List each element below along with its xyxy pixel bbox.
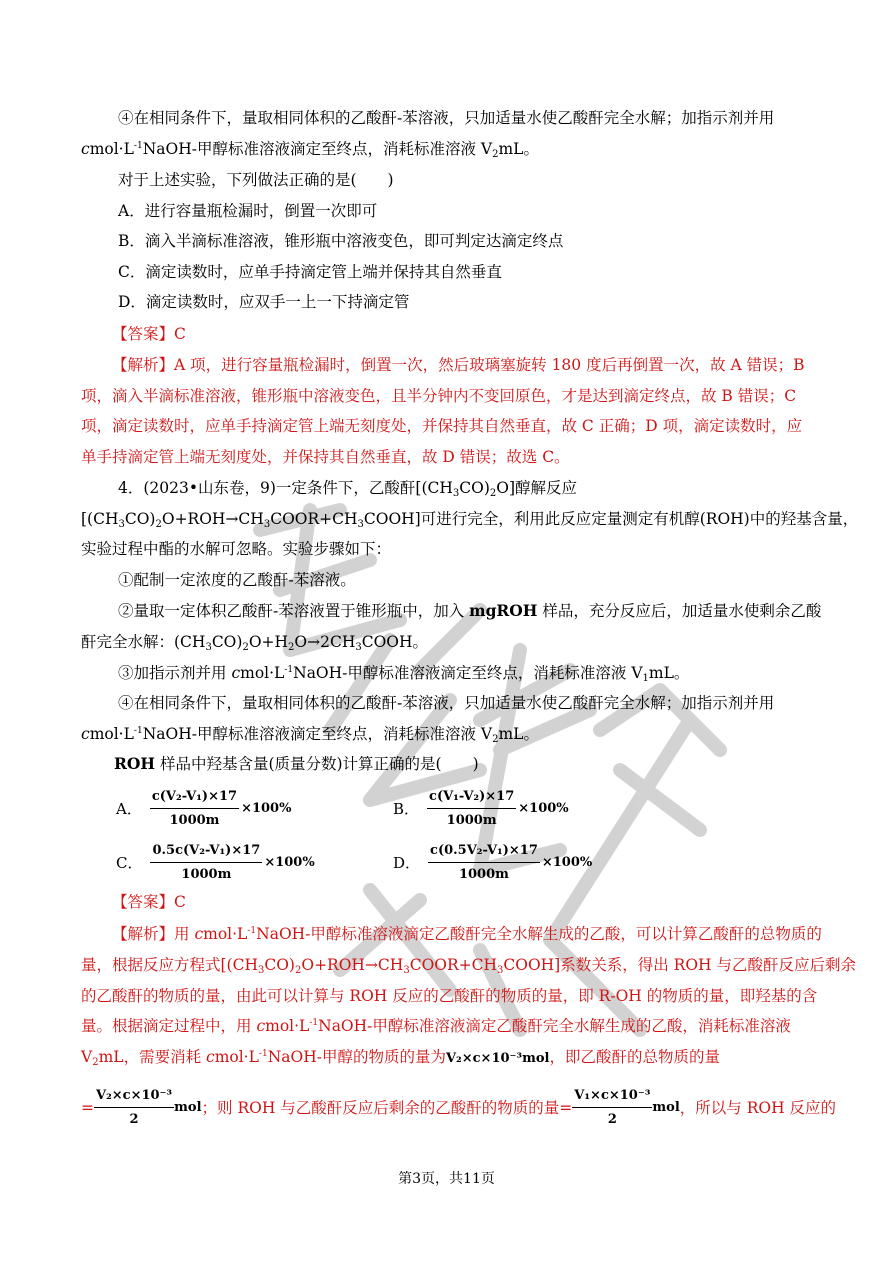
superscript: -1	[133, 141, 143, 151]
formula-part: COOR+CH	[270, 510, 358, 528]
analysis-text: 量，根据反应方程式[(CH	[81, 956, 258, 974]
numerator: c(0.5V₂-V₁)×17	[428, 841, 540, 863]
formula-part: O→2CH	[294, 633, 356, 651]
q4-step2-line1	[118, 601, 821, 621]
mol-unit: mol	[174, 1100, 202, 1115]
numerator: c(V₂-V₁)×17	[150, 787, 239, 809]
formula-part: O]醇解反应	[496, 479, 578, 497]
analysis-text: 量。根据滴定过程中，用	[81, 1017, 257, 1035]
subscript: 2	[155, 519, 162, 530]
formula-part: O+ROH→CH	[161, 510, 264, 528]
q3-step4-line1: ④在相同条件下，量取相同体积的乙酸酐-苯溶液，只加适量水使乙酸酐完全水解；加指示剂并用	[118, 109, 775, 127]
denominator: 1000m	[169, 813, 220, 828]
q4-option-c	[116, 841, 315, 885]
answer-label: 【答案】	[112, 325, 175, 343]
superscript: -1	[133, 726, 143, 736]
fraction	[94, 1086, 174, 1130]
moles-expression: V₂×c×10⁻³mol	[445, 1051, 550, 1066]
mol-unit: mol	[652, 1100, 680, 1115]
fraction	[427, 787, 516, 831]
formula-part: CO)	[459, 479, 490, 497]
q4-analysis-line1	[112, 924, 822, 944]
analysis-text: ，所以与 ROH 反应的	[679, 1099, 837, 1117]
superscript: -1	[258, 1049, 268, 1059]
fraction	[150, 841, 262, 885]
roh-bold: ROH	[114, 754, 156, 773]
numerator: 0.5c(V₂-V₁)×17	[150, 841, 262, 863]
q4-analysis-line5	[81, 1047, 720, 1069]
subscript: 3	[452, 488, 460, 499]
unit-text: mol·L	[89, 725, 134, 743]
q3-analysis-line2: 项，滴入半滴标准溶液，锥形瓶中溶液变色，且半分钟内不变回原色，才是达到滴定终点，故 B 错误；C	[81, 387, 797, 405]
formula-part: COOH]可进行完全，利用此反应定量测定有机醇(ROH)中的羟基含量，	[363, 510, 859, 528]
numerator: V₂×c×10⁻³	[94, 1086, 174, 1108]
formula-part: COOR+CH	[409, 956, 498, 974]
stem-text: 样品中羟基含量(质量分数)计算正确的是( )	[155, 755, 479, 773]
formula-part: CO)	[211, 633, 243, 651]
q3-stem: 对于上述实验，下列做法正确的是( )	[118, 171, 394, 189]
unit-text: mol·L	[89, 140, 134, 158]
percent: ×100%	[518, 801, 569, 816]
formula-part: CO)	[264, 956, 295, 974]
q4-stem	[114, 754, 479, 774]
analysis-text: mL，需要消耗	[98, 1048, 206, 1066]
superscript: -1	[247, 926, 257, 936]
q3-option-b: B．滴入半滴标准溶液，锥形瓶中溶液变色，即可判定达滴定终点	[118, 232, 564, 250]
formula-part: O+ROH→CH	[301, 956, 404, 974]
subscript: 2	[288, 642, 295, 653]
percent: ×100%	[264, 855, 315, 870]
subscript: 3	[497, 965, 504, 976]
sample-mass: mgROH	[469, 601, 538, 620]
option-label: D．	[393, 854, 421, 872]
analysis-text: 用	[174, 925, 195, 943]
answer-label: 【答案】	[112, 893, 175, 911]
q4-analysis-line3: 的乙酸酐的物质的量，由此可以计算与 ROH 反应的乙酸酐的物质的量，即 R-OH 的物质的量，即羟基的含	[81, 987, 818, 1005]
conc-c: c	[194, 925, 204, 943]
numerator: c(V₁-V₂)×17	[427, 787, 516, 809]
analysis-text: NaOH-甲醇的物质的量为	[267, 1048, 446, 1066]
answer-value: C	[174, 893, 186, 911]
step-text: ②量取一定体积乙酸酐-苯溶液置于锥形瓶中，加入	[118, 602, 470, 620]
denominator: 2	[607, 1112, 617, 1127]
conc-c: c	[206, 1048, 215, 1066]
fraction	[428, 841, 540, 885]
subscript: 1	[642, 673, 649, 684]
q4-step3	[118, 663, 689, 683]
step-end: mL。	[498, 140, 539, 158]
q3-option-c: C．滴定读数时，应单手持滴定管上端并保持其自然垂直	[118, 263, 502, 281]
subscript: 3	[257, 965, 265, 976]
q4-title	[118, 478, 577, 498]
fraction	[572, 1086, 652, 1130]
page-footer: 第3页，共11页	[398, 1171, 495, 1187]
conc-c: c	[81, 140, 90, 158]
q3-answer	[112, 324, 186, 344]
unit-text: mol·L	[203, 925, 248, 943]
q4-analysis-line4	[81, 1016, 791, 1036]
analysis-text: NaOH-甲醇标准溶液滴定乙酸酐完全水解生成的乙酸，消耗标准溶液	[318, 1017, 791, 1035]
analysis-text: COOH]系数关系，得出 ROH 与乙酸酐反应后剩余	[503, 956, 856, 974]
q4-step1: ①配制一定浓度的乙酸酐-苯溶液。	[118, 571, 356, 589]
subscript: 2	[489, 488, 497, 499]
subscript: 3	[355, 642, 362, 653]
q4-step4-line1: ④在相同条件下，量取相同体积的乙酸酐-苯溶液，只加适量水使乙酸酐完全水解；加指示剂并用	[118, 694, 775, 712]
denominator: 1000m	[458, 867, 509, 882]
q4-title-text: 4．(2023•山东卷，9)一定条件下，乙酸酐[(CH	[118, 479, 453, 497]
q4-step2-line2	[81, 632, 428, 652]
q3-analysis-line4: 单手持滴定管上端无刻度处，并保持其自然垂直，故 D 错误；故选 C。	[81, 448, 570, 466]
subscript: 3	[357, 519, 364, 530]
unit-text: mol·L	[265, 1017, 310, 1035]
denominator: 1000m	[181, 867, 232, 882]
denominator: 2	[129, 1112, 139, 1127]
conc-c: c	[231, 664, 241, 682]
q3-analysis-line3: 项，滴定读数时，应单手持滴定管上端无刻度处，并保持其自然垂直，故 C 正确；D 项，滴定读数时，应	[81, 417, 803, 435]
q4-analysis-line6	[81, 1086, 836, 1130]
step-text: NaOH-甲醇标准溶液滴定至终点，消耗标准溶液 V	[142, 140, 493, 158]
q3-option-a: A．进行容量瓶检漏时，倒置一次即可	[118, 202, 378, 220]
subscript: 2	[242, 642, 249, 653]
q4-option-b	[393, 787, 569, 831]
formula-part: 酐完全水解：(CH	[81, 633, 206, 651]
conc-c: c	[81, 725, 90, 743]
q3-option-d: D．滴定读数时，应双手一上一下持滴定管	[118, 293, 410, 311]
percent: ×100%	[241, 801, 292, 816]
formula-part: CO)	[124, 510, 156, 528]
analysis-text: ，即乙酸酐的总物质的量	[549, 1048, 720, 1066]
analysis-text: ；则 ROH 与乙酸酐反应后剩余的乙酸酐的物质的量=	[201, 1099, 573, 1117]
q4-answer	[112, 892, 186, 912]
subscript: 3	[403, 965, 410, 976]
subscript: 3	[263, 519, 271, 530]
q4-reaction-line	[81, 509, 858, 529]
formula-part: COOH。	[361, 633, 429, 651]
step-text: ③加指示剂并用	[118, 664, 232, 682]
superscript: -1	[309, 1018, 319, 1028]
q4-intro-line: 实验过程中酯的水解可忽略。实验步骤如下：	[81, 540, 392, 558]
step-end: mL。	[498, 725, 539, 743]
option-label: B．	[393, 800, 420, 818]
subscript: 3	[118, 519, 125, 530]
step-text: 样品，充分反应后，加适量水使剩余乙酸	[537, 602, 822, 620]
denominator: 1000m	[446, 813, 497, 828]
q3-step4-line2	[81, 139, 539, 159]
option-label: A．	[116, 800, 142, 818]
unit-text: mol·L	[240, 664, 285, 682]
analysis-text: V	[81, 1048, 93, 1066]
superscript: -1	[284, 665, 294, 675]
step-text: NaOH-甲醇标准溶液滴定至终点，消耗标准溶液 V	[142, 725, 493, 743]
conc-c: c	[256, 1017, 266, 1035]
q4-option-d	[393, 841, 592, 885]
q4-step4-line2	[81, 724, 539, 744]
subscript: 3	[205, 642, 212, 653]
subscript: 2	[92, 1057, 99, 1068]
analysis-text: NaOH-甲醇标准溶液滴定乙酸酐完全水解生成的乙酸，可以计算乙酸酐的总物质的	[256, 925, 822, 943]
unit-text: mol·L	[214, 1048, 259, 1066]
subscript: 2	[492, 149, 499, 160]
numerator: V₁×c×10⁻³	[572, 1086, 652, 1108]
q3-analysis-line1	[112, 355, 805, 375]
analysis-label: 【解析】	[112, 925, 175, 943]
q4-option-a	[116, 787, 291, 831]
answer-value: C	[174, 325, 186, 343]
analysis-label: 【解析】	[112, 356, 175, 374]
subscript: 2	[492, 734, 499, 745]
formula-part: O+H	[248, 633, 289, 651]
percent: ×100%	[541, 855, 593, 870]
q4-analysis-line2	[81, 955, 856, 975]
step-text: NaOH-甲醇标准溶液滴定至终点，消耗标准溶液 V	[293, 664, 643, 682]
analysis-text: A 项，进行容量瓶检漏时，倒置一次，然后玻璃塞旋转 180 度后再倒置一次，故 A 错误；B	[174, 356, 805, 374]
option-label: C．	[116, 854, 143, 872]
subscript: 2	[294, 965, 302, 976]
step-end: mL。	[648, 664, 690, 682]
fraction	[150, 787, 239, 831]
equals-sign: =	[81, 1099, 94, 1117]
formula-part: [(CH	[81, 510, 119, 528]
